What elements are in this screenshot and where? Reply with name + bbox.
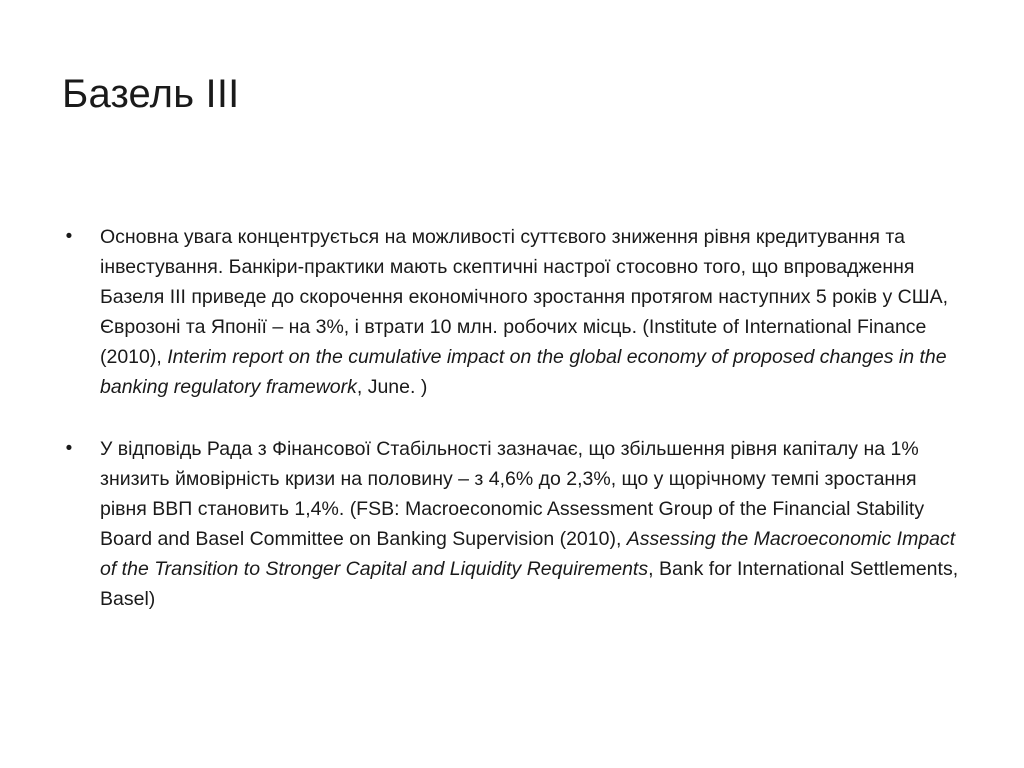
- bullet-text: У відповідь Рада з Фінансової Стабільності зазначає, що збільшення рівня капіталу на 1% знизить ймовірність кризи на половину – з 4,6% до 2,3%, що у щорічному темпі зростання рівня ВВП становить 1,4%. (FSB: Macroeconomic Assessment Group of the Financial Stability Board and Basel Committee on Banking Supervision (2010),: [100, 438, 925, 550]
- slide-title: Базель III: [62, 72, 240, 116]
- citation-title: Interim report on the cumulative impact on the global economy of proposed changes in the banking regulatory framework: [100, 346, 947, 398]
- bullet-text: Основна увага концентрується на можливості суттєвого зниження рівня кредитування та інвестування. Банкіри-практики мають скептичні настрої стосовно того, що впровадження Базеля ІІІ приведе до скорочення економічного зростання протягом наступних 5 років у США, Єврозоні та Японії – на 3%, і втрати 10 млн. робочих місць. (Institute of International Finance (2010),: [100, 226, 949, 368]
- citation-title: Assessing the Macroeconomic Impact of the Transition to Stronger Capital and Liquidity Requirements: [100, 528, 956, 580]
- bullet-icon: •: [65, 226, 73, 247]
- bullet-icon: •: [65, 438, 73, 459]
- citation-tail: , June. ): [356, 376, 428, 398]
- citation-tail: , Bank for International Settlements, Basel): [100, 558, 959, 610]
- bullet-list: [62, 222, 964, 646]
- bullet-item-2: [62, 434, 964, 614]
- bullet-item-1: [62, 222, 964, 402]
